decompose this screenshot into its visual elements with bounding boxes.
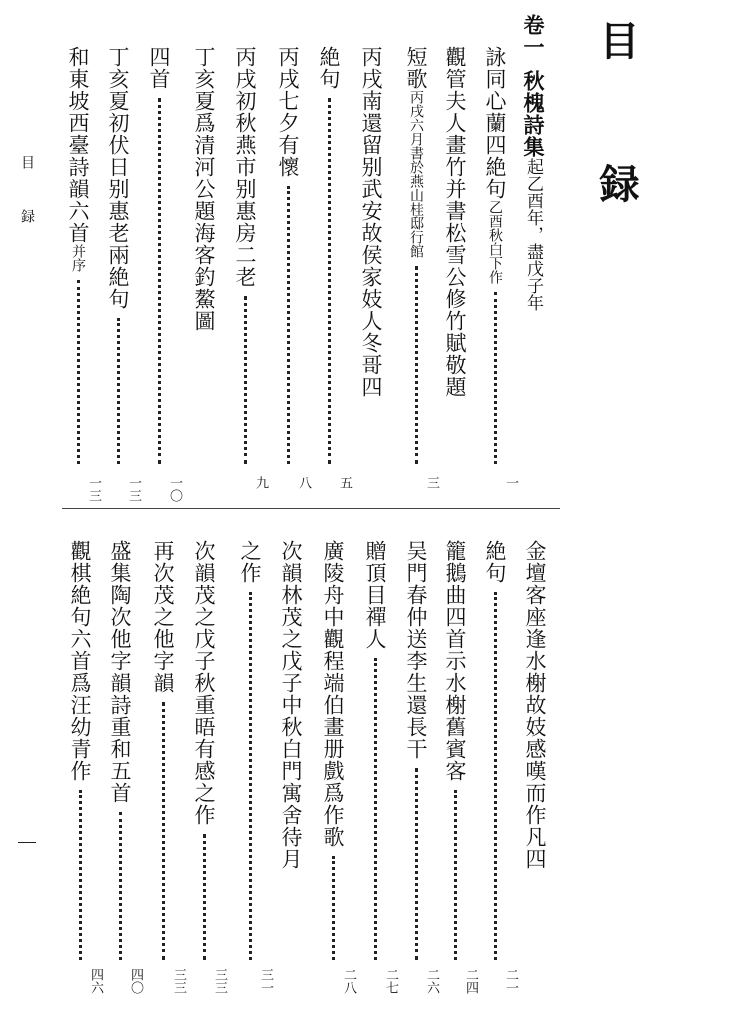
entry-title: 四首 <box>147 46 171 90</box>
toc-entry <box>360 46 381 398</box>
page-number: 二六 <box>424 968 439 994</box>
book-note: 起乙酉年，盡戊子年 <box>523 158 543 311</box>
page-number: 一 <box>503 476 518 489</box>
toc-entry <box>322 540 343 848</box>
leader-dots <box>415 266 418 464</box>
entry-title: 丙戌初秋燕市别惠房二老 <box>233 46 257 288</box>
entry-title: 金壇客座逢水榭故妓感嘆而作凡四 <box>523 540 547 870</box>
page-number: 一三 <box>86 476 101 502</box>
toc-entry <box>484 540 505 584</box>
volume-heading <box>522 14 544 311</box>
leader-dots <box>77 280 80 464</box>
leader-dots <box>244 296 247 464</box>
page-number: 九 <box>253 476 268 489</box>
toc-entry <box>107 46 128 310</box>
toc-entry <box>484 46 505 284</box>
toc-entry <box>152 540 173 694</box>
toc-entry <box>318 46 339 90</box>
page-number: 五 <box>337 476 352 489</box>
page-number: 三三 <box>171 968 186 994</box>
page-number: 二四 <box>463 968 478 994</box>
toc-entry <box>444 540 465 782</box>
page-number: 三一 <box>258 968 273 994</box>
leader-dots <box>328 98 331 464</box>
footer-page-number <box>12 830 13 831</box>
leader-dots <box>119 812 122 960</box>
entry-title: 丙戌七夕有懷 <box>276 46 300 178</box>
entry-note: 并序 <box>70 244 86 272</box>
toc-entry <box>405 540 426 760</box>
entry-title: 籠鵝曲四首示水榭舊賓客 <box>443 540 467 782</box>
volume-label: 卷一 <box>521 14 546 58</box>
page-number: 三 <box>424 476 439 489</box>
book-title: 秋槐詩集 <box>521 70 546 158</box>
entry-title: 觀棋絶句六首爲汪幼青作 <box>68 540 92 782</box>
toc-entry <box>277 46 298 178</box>
entry-title: 短歌 <box>404 46 428 90</box>
toc-entry <box>67 46 88 272</box>
toc-entry <box>148 46 169 90</box>
page-number: 一三 <box>126 476 141 502</box>
entry-title: 和東坡西臺詩韻六首 <box>66 46 90 244</box>
entry-title: 丁亥夏爲清河公題海客釣鰲圖 <box>192 46 216 332</box>
page-number: 四六 <box>88 968 103 994</box>
leader-dots <box>117 318 120 464</box>
entry-title: 次韻林茂之戊子中秋白門寓舍待月 <box>279 540 303 870</box>
page-number: 三三 <box>212 968 227 994</box>
toc-entry <box>280 540 301 870</box>
page-number: 二七 <box>383 968 398 994</box>
page-number: 二八 <box>341 968 356 994</box>
toc-entry <box>364 540 385 650</box>
leader-dots <box>249 592 252 960</box>
toc-entry <box>234 46 255 288</box>
leader-dots <box>415 768 418 960</box>
entry-note: 丙戌六月書於燕山桂邸行館 <box>408 90 424 258</box>
toc-entry <box>69 540 90 782</box>
entry-title: 之作 <box>238 540 262 584</box>
section-divider <box>62 508 560 509</box>
toc-entry <box>109 540 130 804</box>
leader-dots <box>203 834 206 960</box>
entry-title: 盛集陶次他字韻詩重和五首 <box>108 540 132 804</box>
leader-dots <box>494 292 497 464</box>
entry-title: 觀管夫人畫竹并書松雪公修竹賦敬題 <box>443 46 467 398</box>
entry-note: 乙酉秋白下作 <box>487 200 503 284</box>
entry-title: 廣陵舟中觀程端伯畫册戲爲作歌 <box>321 540 345 848</box>
leader-dots <box>374 658 377 960</box>
entry-title: 吴門春仲送李生還長干 <box>404 540 428 760</box>
footer-page-mark <box>18 842 36 843</box>
entry-title: 絶句 <box>317 46 341 90</box>
toc-entry <box>193 540 214 826</box>
page-number: 二一 <box>503 968 518 994</box>
leader-dots <box>332 856 335 960</box>
page-title: 目 録 <box>593 20 640 231</box>
page-number: 八 <box>296 476 311 489</box>
entry-title: 贈頂目禪人 <box>363 540 387 650</box>
toc-entry <box>193 46 214 332</box>
entry-title: 次韻茂之戊子秋重晤有感之作 <box>192 540 216 826</box>
leader-dots <box>287 186 290 464</box>
page-number: 一〇 <box>167 476 182 502</box>
leader-dots <box>162 702 165 960</box>
leader-dots <box>454 790 457 960</box>
entry-title: 絶句 <box>483 540 507 584</box>
toc-entry <box>444 46 465 398</box>
entry-title: 再次茂之他字韻 <box>151 540 175 694</box>
leader-dots <box>158 98 161 464</box>
toc-entry <box>405 46 426 258</box>
entry-title: 丙戌南還留别武安故侯家妓人冬哥四 <box>359 46 383 398</box>
page-number: 四〇 <box>128 968 143 994</box>
entry-title: 詠同心蘭四絶句 <box>483 46 507 200</box>
toc-entry <box>239 540 260 584</box>
entry-title: 丁亥夏初伏日别惠老兩絶句 <box>106 46 130 310</box>
side-label: 目 録 <box>19 155 35 235</box>
toc-entry <box>524 540 545 870</box>
leader-dots <box>494 592 497 960</box>
leader-dots <box>79 790 82 960</box>
